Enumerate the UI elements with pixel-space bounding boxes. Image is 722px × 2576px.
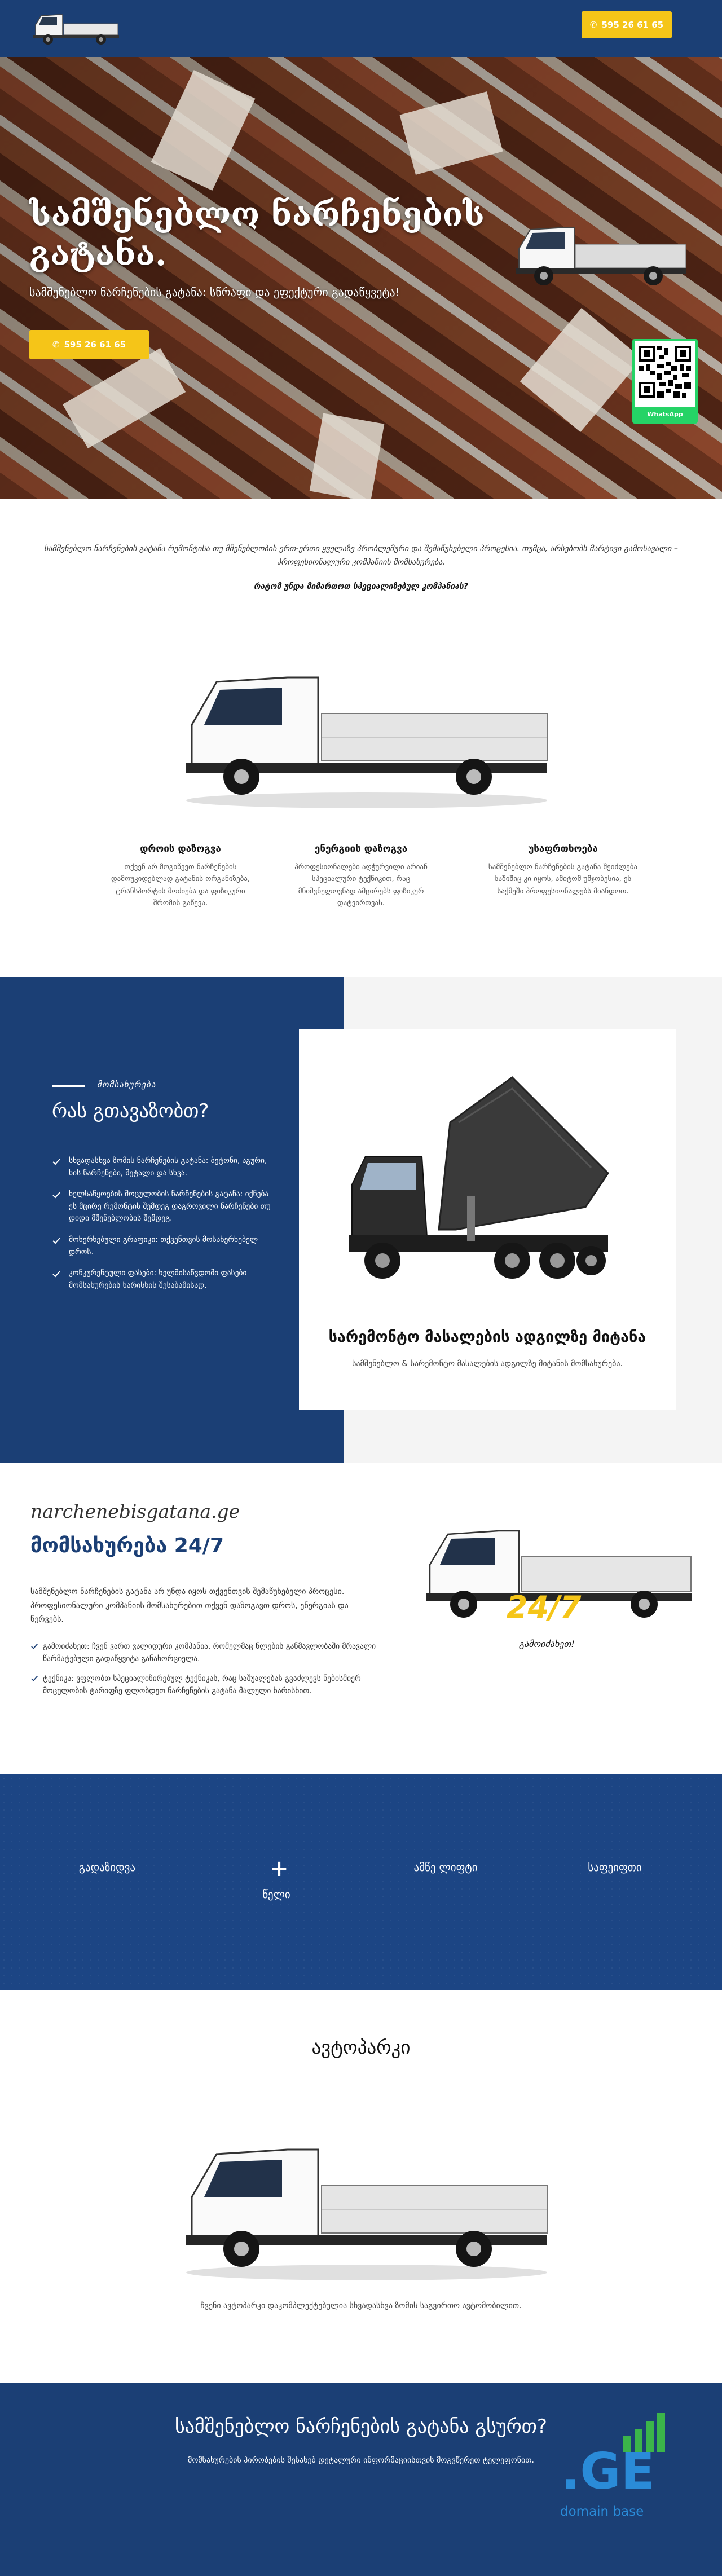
stat-item: საფეიფთი [588, 1861, 642, 1874]
intro-text: სამშენებლო ნარჩენების გატანა რემონტისა თუ მშენებლობის ერთ-ერთი ყველაზე პრობლემური და შემაწუხებელი პროცესია. თუმცა, არსებობს მარტივი გამოსავალი – პროფესიონალური კომპანიის მომსახურება. [44, 544, 678, 567]
services-title: რას გთავაზობთ? [52, 1100, 209, 1122]
service247-item-text: ტექნიკა: ვფლობთ სპეციალიზირებულ ტექნიკას, რაც საშუალებას გვაძლევს ნებისმიერ მოცულობის ტარიფზე ფლობდეთ ნარჩენების გატანა მალული ხარისხით. [43, 1674, 361, 1696]
whatsapp-qr[interactable] [632, 339, 698, 424]
feature-text: პროფესიონალები აღჭურვილი არიან სპეციალური ტექნიკით, რაც მნიშვნელოვნად ამცირებს ფიზიკურ დატვირთვას. [294, 863, 428, 908]
ge-logo-subtitle: domain base [560, 2504, 644, 2519]
check-icon [52, 1191, 61, 1200]
services-list [52, 1155, 278, 1301]
park-text: ჩვენი ავტოპარკი დაკომპლექტებულია სხვადასხვა ზომის საგვირთო ავტომობილით. [200, 2301, 522, 2310]
feature-text: თქვენ არ მოგიწევთ ნარჩენების დამოუკიდებლად გატანის ორგანიზება, ტრანსპორტის მოძიება და ფიზიკური შრომის გაწევა. [111, 863, 250, 908]
check-icon [52, 1236, 61, 1245]
feature-text: სამშენებლო ნარჩენების გატანა შეიძლება საშიშიც კი იყოს, ამიტომ უმჯობესია, ეს საქმეში პროფესიონალებს მიანდოთ. [488, 863, 638, 896]
hero-shard [151, 70, 256, 191]
stat-item: ამწე ლიფტი [413, 1861, 478, 1874]
plus-icon: + [270, 1856, 289, 1882]
phone-icon: ✆ [589, 20, 597, 30]
stats-band [0, 1774, 722, 1990]
hero-shard [399, 91, 503, 175]
hero-shard [520, 308, 642, 432]
service247-title: მომსახურება 24/7 [30, 1534, 224, 1557]
feature-title: ენერგიის დაზოგვა [314, 843, 408, 855]
services-kicker: მომსახურება [97, 1080, 156, 1090]
badge-247-subtitle: გამოიძახეთ! [519, 1639, 575, 1649]
domain-name: narchenebisgatana.ge [30, 1500, 240, 1522]
hero-call-label: 595 26 61 65 [64, 340, 126, 350]
intro-question: რატომ უნდა მიმართოთ სპეციალიზებულ კომპანიას? [253, 582, 468, 591]
hero-shard [310, 413, 385, 499]
footer-title: სამშენებლო ნარჩენების გატანა გსურთ? [175, 2415, 547, 2438]
ge-logo-text[interactable]: .GE [561, 2442, 655, 2500]
flatbed-truck-image [180, 663, 553, 815]
stat-item: გადაზიდვა [78, 1861, 136, 1874]
dump-truck-image [343, 1066, 616, 1303]
check-icon [52, 1270, 61, 1279]
delivery-card-title: სარემონტო მასალების ადგილზე მიტანა [328, 1328, 646, 1346]
feature-title: დროის დაზოგვა [140, 843, 221, 855]
hero-shard [63, 348, 186, 448]
flatbed-truck-image [180, 2135, 553, 2287]
service-item-text: ხელსაწყოების მოცულობის ნარჩენების გატანა: იქნება ეს მცირე რემონტის შემდეგ დაგროვილი ნარჩენები თუ დიდი მშენებლობის შემდეგ. [69, 1190, 271, 1223]
list-item [52, 1267, 278, 1292]
list-item [30, 1640, 380, 1666]
service247-text: სამშენებლო ნარჩენების გატანა არ უნდა იყოს თქვენთვის შემაწუხებელი პროცესი. პროფესიონალური კომპანიის მომსახურებით თქვენ დაზოგავთ დროს, ენერგიას და ნერვებს. [30, 1587, 349, 1624]
list-item [52, 1234, 278, 1258]
feature-safety [484, 843, 642, 897]
delivery-card-subtitle: სამშენებლო & სარემონტო მასალების ადგილზე მიტანის მომსახურება. [352, 1359, 623, 1368]
list-item [52, 1188, 278, 1225]
feature-time [102, 843, 259, 910]
check-icon [30, 1675, 38, 1683]
header-phone-label: 595 26 61 65 [601, 20, 664, 30]
service-item-text: სხვადასხვა ზომის ნარჩენების გატანა: ბეტონი, აგური, ხის ნარჩენები, მეტალი და სხვა. [69, 1156, 267, 1178]
list-item [30, 1672, 380, 1698]
feature-energy [282, 843, 440, 910]
service-item-text: კონკურენტული ფასები: ხელმისაწვდომი ფასები მომსახურების ხარისხის შესაბამისად. [69, 1269, 247, 1290]
service247-list [30, 1640, 380, 1704]
feature-title: უსაფრთხოება [528, 843, 598, 855]
hero-section [0, 57, 722, 499]
hero-call-button[interactable] [29, 330, 149, 359]
service247-item-text: გამოიძახეთ: ჩვენ ვართ ვალიდური კომპანია, რომელმაც წლების განმავლობაში მრავალი წარმატებული გადაწყვიტა განახორციელა. [43, 1642, 376, 1664]
phone-icon: ✆ [52, 340, 60, 350]
hero-truck-image [513, 215, 688, 294]
check-icon [52, 1157, 61, 1166]
logo-truck-icon[interactable] [31, 10, 121, 47]
services-divider [52, 1085, 85, 1087]
qr-label: WhatsApp [635, 407, 695, 421]
list-item [52, 1155, 278, 1179]
header-phone-button[interactable] [582, 11, 672, 38]
check-icon [30, 1643, 38, 1650]
badge-247: 24/7 [507, 1589, 582, 1625]
hero-title: სამშენებლო ნარჩენების გატანა. [29, 195, 485, 273]
footer-subtitle: მომსახურების პირობების შესახებ დეტალური ინფორმაციისთვის მოგვწერეთ ტელეფონით. [188, 2456, 534, 2465]
site-header [0, 0, 722, 57]
park-title: ავტოპარკი [311, 2036, 411, 2058]
service-item-text: მოხერხებული გრაფიკი: თქვენთვის მოსახერხებელ დროს. [69, 1235, 258, 1257]
qr-code-icon [639, 346, 691, 398]
stat-item: წელი [262, 1888, 290, 1901]
hero-subtitle: სამშენებლო ნარჩენების გატანა: სწრაფი და ეფექტური გადაწყვეტა! [29, 285, 400, 299]
